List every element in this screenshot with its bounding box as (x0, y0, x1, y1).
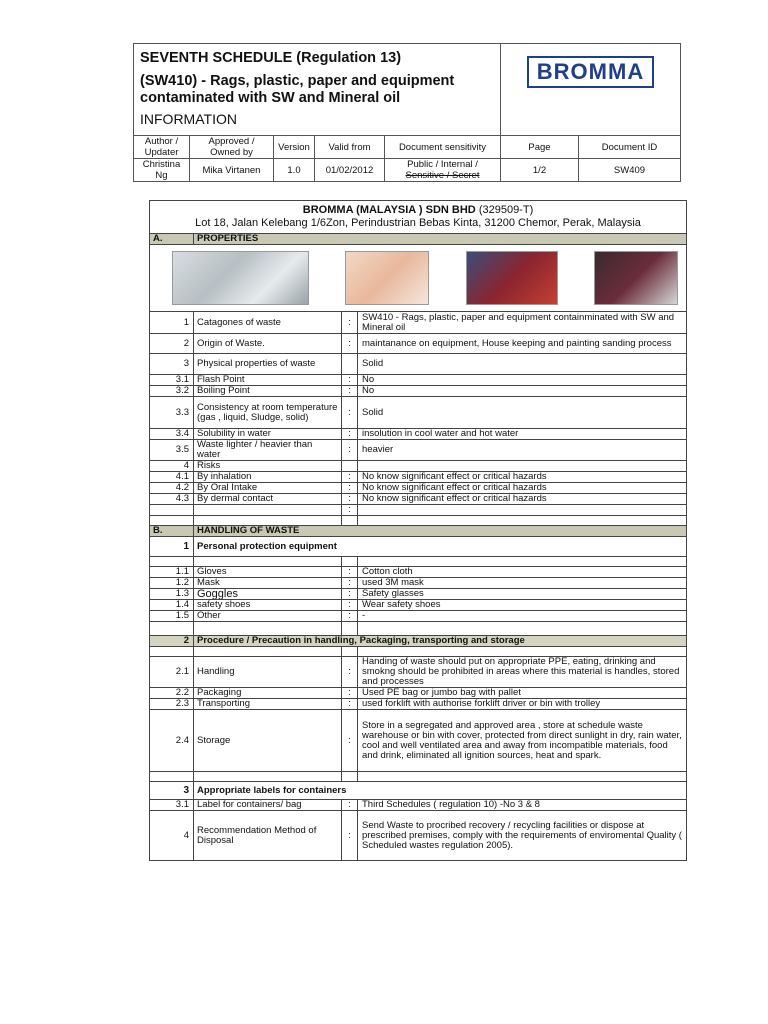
disposal-value: Send Waste to procribed recovery / recycling facilities or dispose at prescribed premises, comply with the requirements of enviromental Quality ( Scheduled wastes regulation 2005). (358, 811, 687, 861)
row-number: 2.4 (150, 710, 194, 772)
row-number: 2.2 (150, 688, 194, 699)
row-value: Safety glasses (358, 589, 687, 600)
procedure-title: Procedure / Precaution in handling, Packaging, transporting and storage (194, 636, 687, 647)
table-row: 4.2 By Oral Intake : No know significant effect or critical hazards (150, 483, 687, 494)
ppe-title: Personal protection equipment (194, 537, 687, 557)
company-name (153, 201, 683, 217)
sensitivity-struck: Sensitive / Secret (405, 170, 480, 181)
row-label: safety shoes (194, 600, 342, 611)
row-label: Other (194, 611, 342, 622)
meta-version: 1.0 (274, 159, 315, 182)
waste-photo (172, 251, 309, 305)
meta-approved-header: Approved / Owned by (190, 136, 274, 159)
table-row: 3.3 Consistency at room temperature (gas , liquid, Sludge, solid) : Solid (150, 397, 687, 429)
row-number: 1 (150, 312, 194, 334)
meta-value-row (134, 159, 681, 182)
labels-number: 3 (150, 782, 194, 800)
company-reg: (329509-T) (478, 204, 534, 216)
photo-row (150, 245, 687, 312)
document-header (133, 43, 681, 182)
ppe-number: 1 (150, 537, 194, 557)
meta-author-header: Author / Updater (134, 136, 190, 159)
labels-title: Appropriate labels for containers (194, 782, 687, 800)
empty-row (150, 516, 687, 526)
row-number: 1.1 (150, 567, 194, 578)
meta-valid-from: 01/02/2012 (315, 159, 385, 182)
waste-photo (594, 251, 678, 305)
meta-author: Christina Ng (134, 159, 190, 182)
company-header-row (150, 201, 687, 234)
schedule-title: SEVENTH SCHEDULE (Regulation 13) (140, 50, 402, 66)
row-value: Solid (358, 354, 687, 375)
row-label: By inhalation (194, 472, 342, 483)
table-row: 1 Catagones of waste : SW410 - Rags, plastic, paper and equipment containminated with SW and Mineral oil (150, 312, 687, 334)
row-number: 4.1 (150, 472, 194, 483)
logo-cell (501, 44, 681, 136)
table-row: 4 Recommendation Method of Disposal : Send Waste to procribed recovery / recycling facilities or dispose at prescribed premises, comply with the requirements of enviromental Quality ( Scheduled wastes regulation 2005). (150, 811, 687, 861)
row-label: Waste lighter / heavier than water (194, 440, 342, 461)
row-label: By dermal contact (194, 494, 342, 505)
sensitivity-plain: Public / Internal / (407, 159, 478, 170)
row-label: Catagones of waste (194, 312, 342, 334)
meta-version-header: Version (274, 136, 315, 159)
row-label: Consistency at room temperature (gas , liquid, Sludge, solid) (194, 397, 342, 429)
meta-page-header: Page (501, 136, 579, 159)
labels-header-row (150, 782, 687, 800)
row-value: Wear safety shoes (358, 600, 687, 611)
table-row: 1.5 Other : - (150, 611, 687, 622)
row-number: 1.4 (150, 600, 194, 611)
row-number: 3.5 (150, 440, 194, 461)
empty-row (150, 622, 687, 636)
row-number: 3.3 (150, 397, 194, 429)
row-number: 4.2 (150, 483, 194, 494)
row-number: 3 (150, 354, 194, 375)
row-value (358, 461, 687, 472)
table-row: 2 Origin of Waste. : maintanance on equipment, House keeping and painting sanding process (150, 334, 687, 354)
table-row: 1.1 Gloves : Cotton cloth (150, 567, 687, 578)
table-row: 1.2 Mask : used 3M mask (150, 578, 687, 589)
meta-header-row (134, 136, 681, 159)
procedure-number: 2 (150, 636, 194, 647)
row-value: used 3M mask (358, 578, 687, 589)
row-label: Mask (194, 578, 342, 589)
row-number: 4.3 (150, 494, 194, 505)
disposal-label: Recommendation Method of Disposal (194, 811, 342, 861)
section-a-title: PROPERTIES (194, 234, 687, 245)
row-value: Third Schedules ( regulation 10) -No 3 & 8 (358, 800, 687, 811)
section-a-letter: A. (150, 234, 194, 245)
row-value: No know significant effect or critical hazards (358, 483, 687, 494)
section-b-header (150, 526, 687, 537)
row-number: 3.1 (150, 800, 194, 811)
row-label: Origin of Waste. (194, 334, 342, 354)
waste-form (149, 200, 687, 861)
section-b-title: HANDLING OF WASTE (194, 526, 687, 537)
information-label: INFORMATION (140, 111, 237, 127)
row-value: Solid (358, 397, 687, 429)
meta-docid-header: Document ID (579, 136, 681, 159)
row-label: Transporting (194, 699, 342, 710)
table-row: 2.3 Transporting : used forklift with authorise forklift driver or bin with trolley (150, 699, 687, 710)
company-name-text: BROMMA (MALAYSIA ) SDN BHD (302, 204, 476, 216)
table-row (150, 354, 687, 375)
row-number: 2.3 (150, 699, 194, 710)
row-number: 4 (150, 461, 194, 472)
row-value: maintanance on equipment, House keeping and painting sanding process (358, 334, 687, 354)
table-row (150, 461, 687, 472)
row-value: Handing of waste should put on appropriate PPE, eating, drinking and smokng should be prohibited in areas where this material is handles, stored and processes (358, 657, 687, 688)
row-value: No know significant effect or critical hazards (358, 472, 687, 483)
row-value: No know significant effect or critical hazards (358, 494, 687, 505)
meta-valid-header: Valid from (315, 136, 385, 159)
row-label: By Oral Intake (194, 483, 342, 494)
section-b-letter: B. (150, 526, 194, 537)
empty-row (150, 772, 687, 782)
row-label: Flash Point (194, 375, 342, 386)
empty-row: : (150, 505, 687, 516)
table-row: 1.4 safety shoes : Wear safety shoes (150, 600, 687, 611)
meta-page: 1/2 (501, 159, 579, 182)
table-row: 4.1 By inhalation : No know significant effect or critical hazards (150, 472, 687, 483)
waste-title: (SW410) - Rags, plastic, paper and equipment contaminated with SW and Mineral oil (140, 73, 455, 106)
table-row: 3.5 Waste lighter / heavier than water : heavier (150, 440, 687, 461)
table-row: 2.1 Handling : Handing of waste should put on appropriate PPE, eating, drinking and smokng should be prohibited in areas where this material is handles, stored and processes (150, 657, 687, 688)
meta-document-id: SW409 (579, 159, 681, 182)
row-value: SW410 - Rags, plastic, paper and equipment containminated with SW and Mineral oil (358, 312, 687, 334)
company-address: Lot 18, Jalan Kelebang 1/6Zon, Perindustrian Bebas Kinta, 31200 Chemor, Perak, Malaysia (195, 217, 641, 229)
meta-sensitivity (385, 159, 501, 182)
row-value: No (358, 386, 687, 397)
row-value: Cotton cloth (358, 567, 687, 578)
waste-photos (150, 245, 686, 311)
bromma-logo: BROMMA (527, 56, 654, 88)
waste-photo (466, 251, 558, 305)
row-number: 1.5 (150, 611, 194, 622)
row-label: Gloves (194, 567, 342, 578)
row-label: Handling (194, 657, 342, 688)
table-row: 3.1 Label for containers/ bag : Third Schedules ( regulation 10) -No 3 & 8 (150, 800, 687, 811)
disposal-number: 4 (150, 811, 194, 861)
procedure-header-row (150, 636, 687, 647)
row-number: 1.3 (150, 589, 194, 600)
meta-sensitivity-header: Document sensitivity (385, 136, 501, 159)
ppe-header-row (150, 537, 687, 557)
row-value: Used PE bag or jumbo bag with pallet (358, 688, 687, 699)
row-value: No (358, 375, 687, 386)
row-value: used forklift with authorise forklift driver or bin with trolley (358, 699, 687, 710)
row-label: Solubility in water (194, 429, 342, 440)
row-label: Packaging (194, 688, 342, 699)
row-label: Boiling Point (194, 386, 342, 397)
section-a-header (150, 234, 687, 245)
table-row: 2.4 Storage : Store in a segregated and approved area , store at schedule waste warehouse or bin with cover, protected from direct sunlight in dry, rain water, cool and well ventilated area and away from incompatible materials, food and drink, eliminated all ignition sources, heat and spark. (150, 710, 687, 772)
row-value: Store in a segregated and approved area , store at schedule waste warehouse or bin with cover, protected from direct sunlight in dry, rain water, cool and well ventilated area and away from incompatible materials, food and drink, eliminated all ignition sources, heat and spark. (358, 710, 687, 772)
row-number: 2.1 (150, 657, 194, 688)
waste-photo (345, 251, 429, 305)
table-row: 2.2 Packaging : Used PE bag or jumbo bag with pallet (150, 688, 687, 699)
row-number: 1.2 (150, 578, 194, 589)
row-number: 3.4 (150, 429, 194, 440)
table-row: 1.3 Goggles : Safety glasses (150, 589, 687, 600)
row-label: Storage (194, 710, 342, 772)
row-value: insolution in cool water and hot water (358, 429, 687, 440)
empty-row (150, 557, 687, 567)
row-label: Goggles (194, 589, 342, 600)
table-row: 3.2 Boiling Point : No (150, 386, 687, 397)
meta-approved: Mika Virtanen (190, 159, 274, 182)
row-number: 3.2 (150, 386, 194, 397)
row-value: heavier (358, 440, 687, 461)
row-number: 2 (150, 334, 194, 354)
table-row: 3.4 Solubility in water : insolution in cool water and hot water (150, 429, 687, 440)
row-label: Physical properties of waste (194, 354, 342, 375)
row-label: Label for containers/ bag (194, 800, 342, 811)
row-number: 3.1 (150, 375, 194, 386)
empty-row (150, 647, 687, 657)
header-title-cell (134, 44, 501, 136)
table-row: 4.3 By dermal contact : No know significant effect or critical hazards (150, 494, 687, 505)
table-row: 3.1 Flash Point : No (150, 375, 687, 386)
row-label: Risks (194, 461, 342, 472)
row-value: - (358, 611, 687, 622)
